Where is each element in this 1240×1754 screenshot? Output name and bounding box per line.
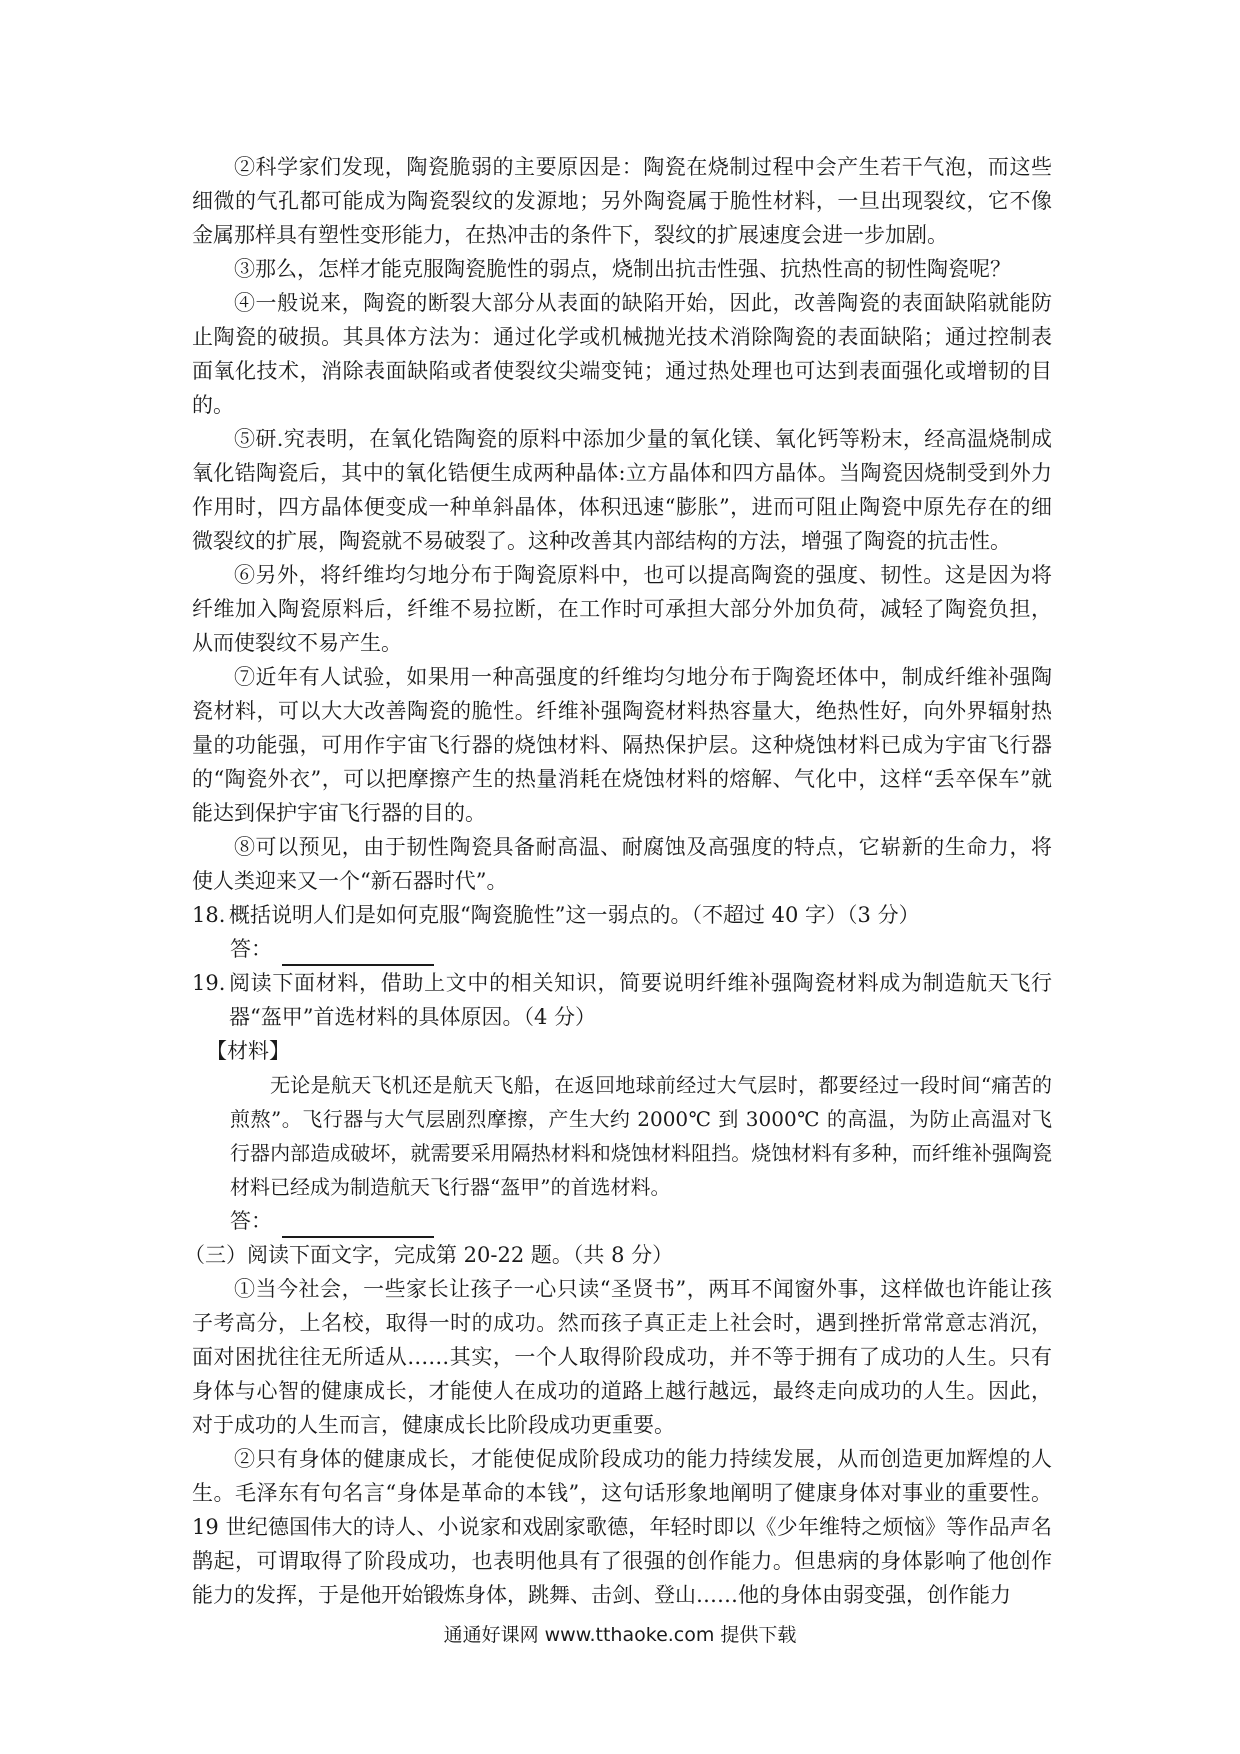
paragraph-2: ②科学家们发现，陶瓷脆弱的主要原因是：陶瓷在烧制过程中会产生若干气泡，而这些细微的气孔都可能成为陶瓷裂纹的发源地；另外陶瓷属于脆性材料，一旦出现裂纹，它不像金属那样具有塑性变形能力，在热冲击的条件下，裂纹的扩展速度会进一步加剧。 <box>192 155 1052 247</box>
footer-credit: 通通好课网 www.tthaoke.com 提供下载 <box>443 1624 797 1646</box>
answer-blank[interactable] <box>282 1210 434 1238</box>
paragraph-5: ⑤研.究表明，在氧化锆陶瓷的原料中添加少量的氧化镁、氧化钙等粉末，经高温烧制成氧化锆陶瓷后，其中的氧化锆便生成两种晶体:立方晶体和四方晶体。当陶瓷因烧制受到外力作用时，四方晶体便变成一种单斜晶体，体积迅速“膨胀”，进而可阻止陶瓷中原先存在的细微裂纹的扩展，陶瓷就不易破裂了。这种改善其内部结构的方法，增强了陶瓷的抗击性。 <box>192 427 1052 553</box>
paragraph-4: ④一般说来，陶瓷的断裂大部分从表面的缺陷开始，因此，改善陶瓷的表面缺陷就能防止陶瓷的破损。其具体方法为：通过化学或机械抛光技术消除陶瓷的表面缺陷；通过控制表面氧化技术，消除表面缺陷或者使裂纹尖端变钝；通过热处理也可达到表面强化或增韧的目的。 <box>192 291 1052 417</box>
section-3-paragraph-1: ①当今社会，一些家长让孩子一心只读“圣贤书”，两耳不闻窗外事，这样做也许能让孩子考高分，上名校，取得一时的成功。然而孩子真正走上社会时，遇到挫折常常意志消沉，面对困扰往往无所适从……其实，一个人取得阶段成功，并不等于拥有了成功的人生。只有身体与心智的健康成长，才能使人在成功的道路上越行越远，最终走向成功的人生。因此，对于成功的人生而言，健康成长比阶段成功更重要。 <box>192 1277 1052 1437</box>
question-18 <box>192 898 1052 932</box>
question-number: 18. <box>192 903 226 927</box>
question-19 <box>192 966 1052 1034</box>
question-text: 概括说明人们是如何克服“陶瓷脆性”这一弱点的。（不超过 40 字）（3 分） <box>229 903 920 927</box>
answer-label: 答： <box>230 937 272 961</box>
paragraph-3: ③那么，怎样才能克服陶瓷脆性的弱点，烧制出抗击性强、抗热性高的韧性陶瓷呢？ <box>234 257 1011 281</box>
material-text: 无论是航天飞机还是航天飞船，在返回地球前经过大气层时，都要经过一段时间“痛苦的煎熬”。飞行器与大气层剧烈摩擦，产生大约 2000℃ 到 3000℃ 的高温，为防止高温对飞行器内部造成破坏，就需要采用隔热材料和烧蚀材料阻挡。烧蚀材料有多种，而纤维补强陶瓷材料已经成为制造航天飞行器“盔甲”的首选材料。 <box>230 1073 1052 1199</box>
section-3-title: （三）阅读下面文字，完成第 20-22 题。（共 8 分） <box>184 1243 674 1267</box>
material-title: 【材料】 <box>206 1039 290 1063</box>
paragraph-8: ⑧可以预见，由于韧性陶瓷具备耐高温、耐腐蚀及高强度的特点，它崭新的生命力，将使人类迎来又一个“新石器时代”。 <box>192 835 1052 893</box>
paragraph-6: ⑥另外，将纤维均匀地分布于陶瓷原料中，也可以提高陶瓷的强度、韧性。这是因为将纤维加入陶瓷原料后，纤维不易拉断，在工作时可承担大部分外加负荷，减轻了陶瓷负担，从而使裂纹不易产生。 <box>192 563 1052 655</box>
answer-label: 答： <box>230 1209 272 1233</box>
answer-blank[interactable] <box>282 938 434 966</box>
question-number: 19. <box>192 971 226 995</box>
document-body <box>184 150 1052 1612</box>
answer-line-18 <box>230 932 1052 966</box>
paragraph-7: ⑦近年有人试验，如果用一种高强度的纤维均匀地分布于陶瓷坯体中，制成纤维补强陶瓷材料，可以大大改善陶瓷的脆性。纤维补强陶瓷材料热容量大，绝热性好，向外界辐射热量的功能强，可用作宇宙飞行器的烧蚀材料、隔热保护层。这种烧蚀材料已成为宇宙飞行器的“陶瓷外衣”，可以把摩擦产生的热量消耗在烧蚀材料的熔解、气化中，这样“丢卒保车”就能达到保护宇宙飞行器的目的。 <box>192 665 1052 825</box>
section-3-paragraph-2: ②只有身体的健康成长，才能使促成阶段成功的能力持续发展，从而创造更加辉煌的人生。毛泽东有句名言“身体是革命的本钱”，这句话形象地阐明了健康身体对事业的重要性。19 世纪德国伟大的诗人、小说家和戏剧家歌德，年轻时即以《少年维特之烦恼》等作品声名鹊起，可谓取得了阶段成功，也表明他具有了很强的创作能力。但患病的身体影响了他创作能力的发挥，于是他开始锻炼身体，跳舞、击剑、登山……他的身体由弱变强，创作能力 <box>192 1447 1052 1607</box>
answer-line-19 <box>230 1204 1052 1238</box>
question-text: 阅读下面材料，借助上文中的相关知识，简要说明纤维补强陶瓷材料成为制造航天飞行器“盔甲”首选材料的具体原因。（4 分） <box>229 971 1052 1029</box>
